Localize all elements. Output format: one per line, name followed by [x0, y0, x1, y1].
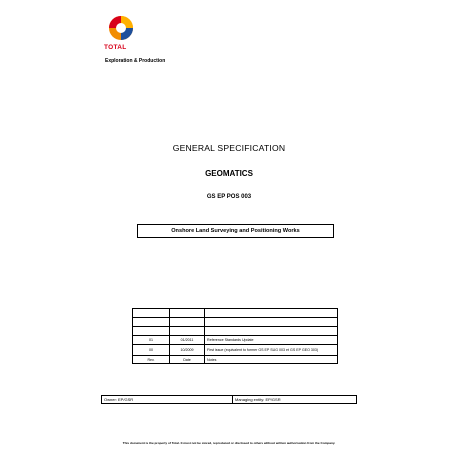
- table-row: [133, 345, 338, 356]
- table-row: [133, 327, 338, 336]
- table-row: [133, 309, 338, 318]
- document-title-text: Onshore Land Surveying and Positioning Works: [171, 228, 300, 234]
- notes-cell: [205, 309, 338, 318]
- table-row: [133, 336, 338, 345]
- rev-cell: [133, 318, 170, 327]
- rev-cell: 01: [133, 336, 170, 345]
- date-header: Date: [170, 356, 205, 364]
- department-label: Exploration & Production: [105, 58, 166, 64]
- notes-cell: First issue (equivalent to former GS EP SUG 003 et GS EP GEO 303): [205, 345, 338, 356]
- rev-cell: 00: [133, 345, 170, 356]
- date-cell: 01/2011: [170, 336, 205, 345]
- rev-cell: [133, 309, 170, 318]
- rev-cell: [133, 327, 170, 336]
- table-row: [133, 318, 338, 327]
- ownership-box: [101, 395, 357, 404]
- date-cell: [170, 327, 205, 336]
- notes-cell: Reference Standards Update: [205, 336, 338, 345]
- notes-cell: [205, 318, 338, 327]
- document-subject-title: GEOMATICS: [205, 169, 253, 178]
- revision-table: [132, 308, 338, 364]
- brand-wordmark: TOTAL: [104, 44, 127, 51]
- date-cell: [170, 318, 205, 327]
- document-reference: GS EP POS 003: [206, 194, 252, 200]
- document-title-box: [137, 224, 334, 238]
- managing-entity-label: Managing entity: EP/GSR: [235, 397, 281, 402]
- table-header-row: [133, 356, 338, 364]
- notes-cell: [205, 327, 338, 336]
- rev-header: Rev.: [133, 356, 170, 364]
- confidentiality-footer: This document is the property of Total. It must not be stored, reproduced or disclosed to others without written authorisation from the Company.: [122, 441, 336, 445]
- document-type-title: GENERAL SPECIFICATION: [172, 143, 286, 153]
- date-cell: [170, 309, 205, 318]
- owner-label: Owner: EP/GSR: [102, 396, 233, 403]
- date-cell: 10/2009: [170, 345, 205, 356]
- notes-header: Notes: [205, 356, 338, 364]
